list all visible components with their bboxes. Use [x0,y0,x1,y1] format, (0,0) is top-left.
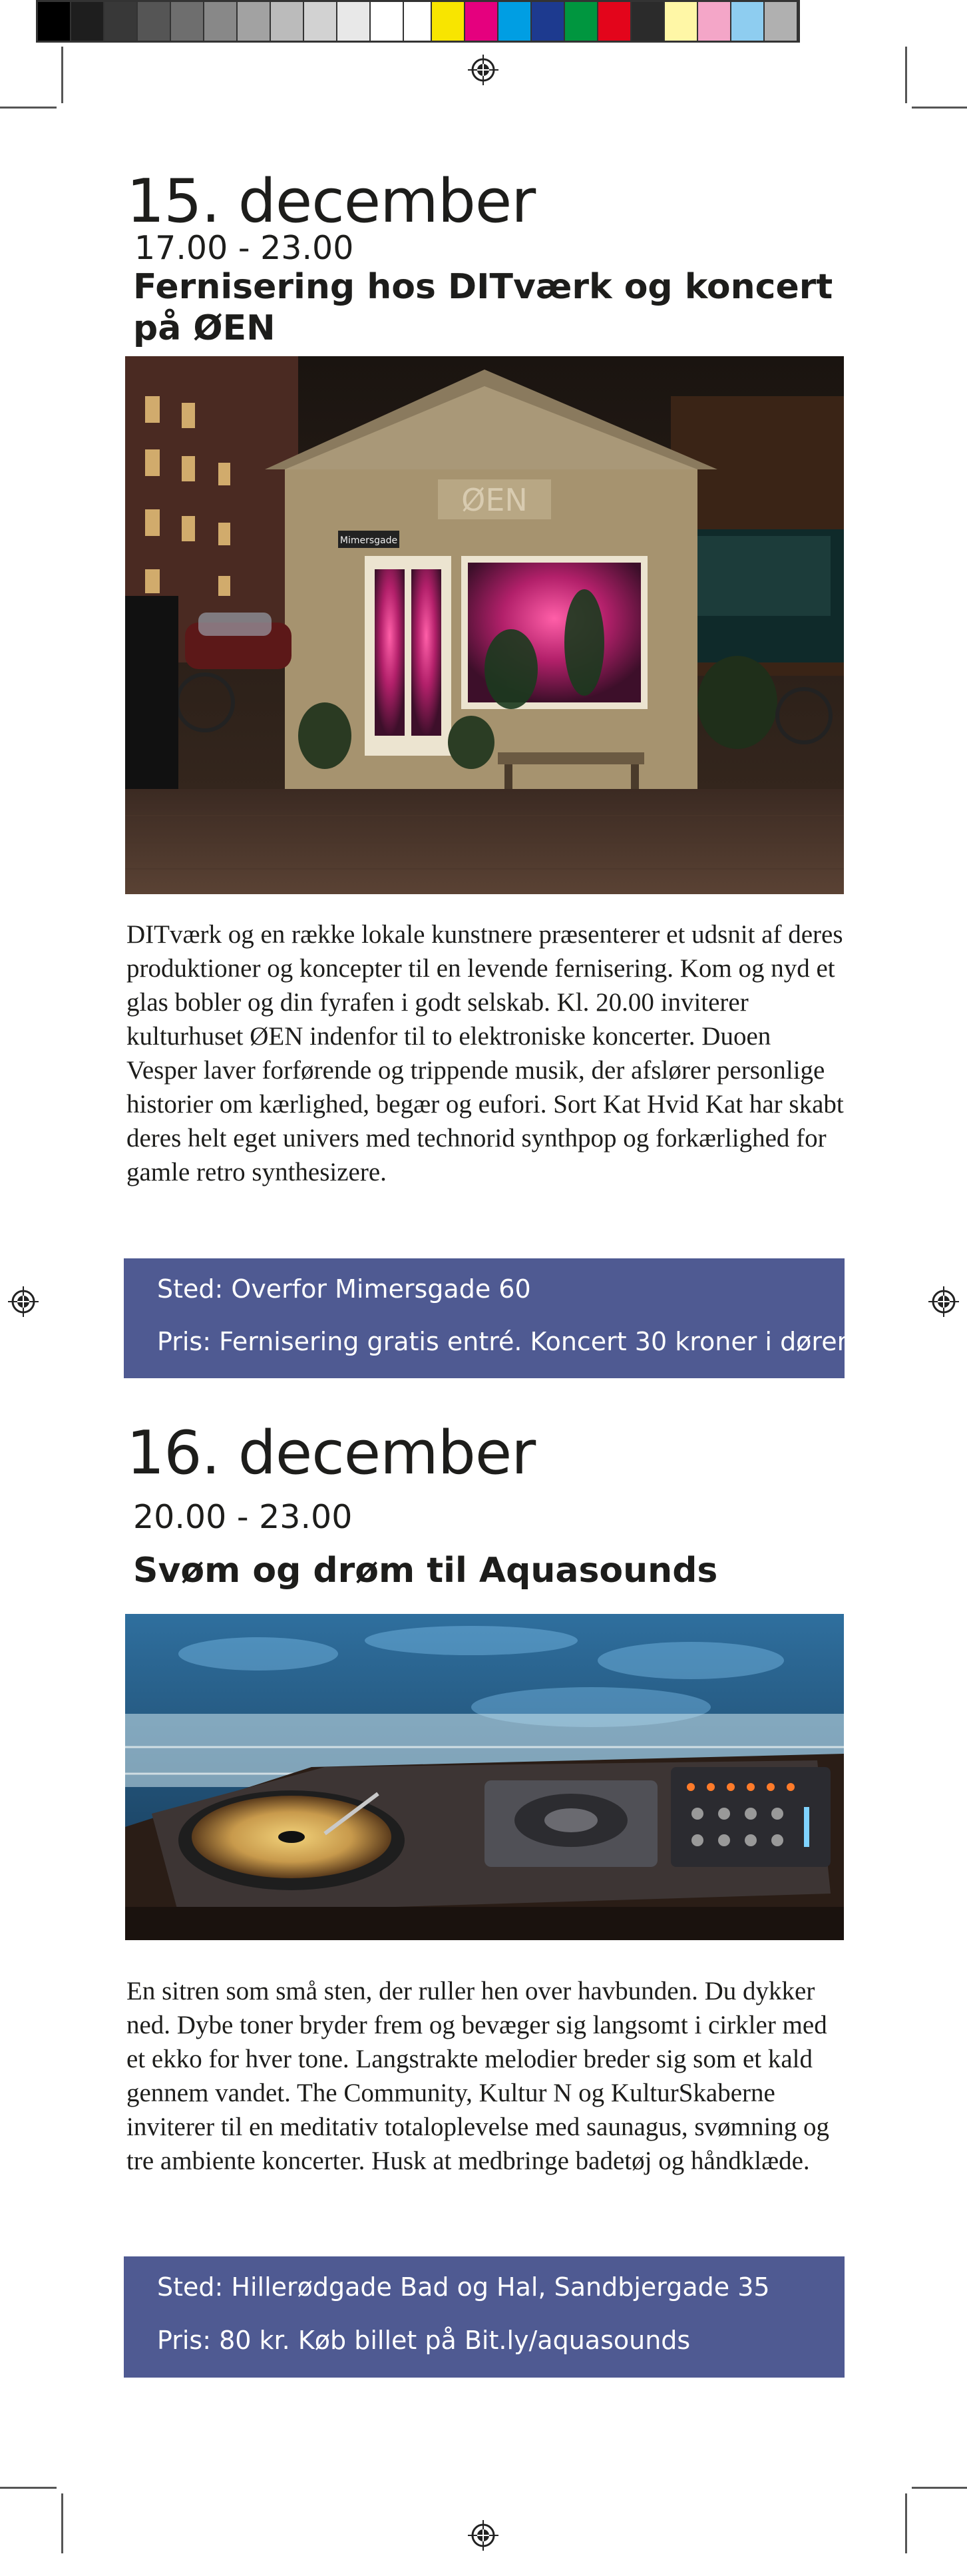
color-swatch [432,2,465,41]
event-price: Pris: Fernisering gratis entré. Koncert 30 kroner i døren [157,1327,853,1356]
color-swatch [204,2,238,41]
color-swatch [371,2,404,41]
color-swatch [104,2,138,41]
event-description: DITværk og en række lokale kunstnere præsenterer et udsnit af deres produktioner og koncepter til en levende fernisering. Kom og nyd et glas bobler og din fyrafen i godt selskab. Kl. 20.00 inviterer kulturhuset ØEN indenfor til to elektroniske koncerter. Duoen Vesper laver forførende og trippende musik, der afslører personlige historier om kærlighed, begær og eufori. Sort Kat Hvid Kat har skabt deres helt eget univers med technorid synthpop og forkærlighed for gamle retro synthesizere. [126,920,844,1186]
color-swatch [304,2,337,41]
color-swatch [731,2,765,41]
color-swatch [271,2,304,41]
registration-icon [8,1286,39,1317]
color-swatch [238,2,271,41]
crop-mark [61,2493,63,2553]
color-swatch [138,2,171,41]
crop-mark [905,2493,907,2553]
crop-mark [912,107,967,109]
event-time-wrap [133,1499,352,1535]
color-swatch [532,2,565,41]
event-photo-oen-pavilion [125,356,844,894]
color-bar-gap [404,2,432,41]
event-title-wrap [133,1550,852,1591]
event-title: Fernisering hos DITværk og koncert på ØEN [133,267,833,349]
crop-mark [0,2487,57,2489]
event-description: En sitren som små sten, der ruller hen over havbunden. Du dykker ned. Dybe toner bryder frem og bevæger sig langsomt i cirkler med et ekko for hver tone. Langstrakte melodier breder sig som et kald gennem vandet. The Community, Kultur N og KulturSkaberne inviterer til en meditativ totaloplevelse med saunagus, svømning og tre ambiente koncerter. Husk at medbringe badetøj og håndklæde. [126,1977,830,2175]
crop-mark [912,2487,967,2489]
event-price: Pris: 80 kr. Køb billet på Bit.ly/aquasounds [157,2326,691,2355]
crop-mark [0,107,57,109]
color-swatch [598,2,632,41]
color-swatch [665,2,698,41]
facade-sign-text: ØEN [461,482,528,518]
event-title: Svøm og drøm til Aquasounds [133,1551,718,1591]
color-swatch [565,2,598,41]
crop-mark [905,47,907,103]
color-swatch [632,2,665,41]
color-swatch [38,2,71,41]
color-swatch [71,2,104,41]
event-date: 16. december [126,1418,536,1488]
event-heading [126,166,536,236]
event-photo-dj-turntable [125,1614,844,1940]
event-info-box [124,2256,845,2378]
street-sign-text: Mimersgade [339,535,398,546]
color-swatch [498,2,532,41]
color-swatch [698,2,731,41]
color-swatch [465,2,498,41]
event-location: Sted: Overfor Mimersgade 60 [157,1274,531,1304]
event-time: 20.00 - 23.00 [133,1498,353,1536]
registration-icon [468,55,498,85]
color-swatch [171,2,204,41]
event-time-wrap [134,230,353,266]
color-calibration-bar [36,0,800,43]
event-time: 17.00 - 23.00 [134,229,354,267]
registration-icon [468,2520,498,2551]
color-swatch [337,2,371,41]
crop-mark [61,47,63,103]
color-swatch [765,2,798,41]
event-title-wrap [133,266,852,350]
event-location: Sted: Hillerødgade Bad og Hal, Sandbjergade 35 [157,2272,770,2302]
event-date: 15. december [126,166,536,236]
registration-icon [928,1286,959,1317]
event-heading [126,1418,536,1488]
event-info-box [124,1258,853,1378]
